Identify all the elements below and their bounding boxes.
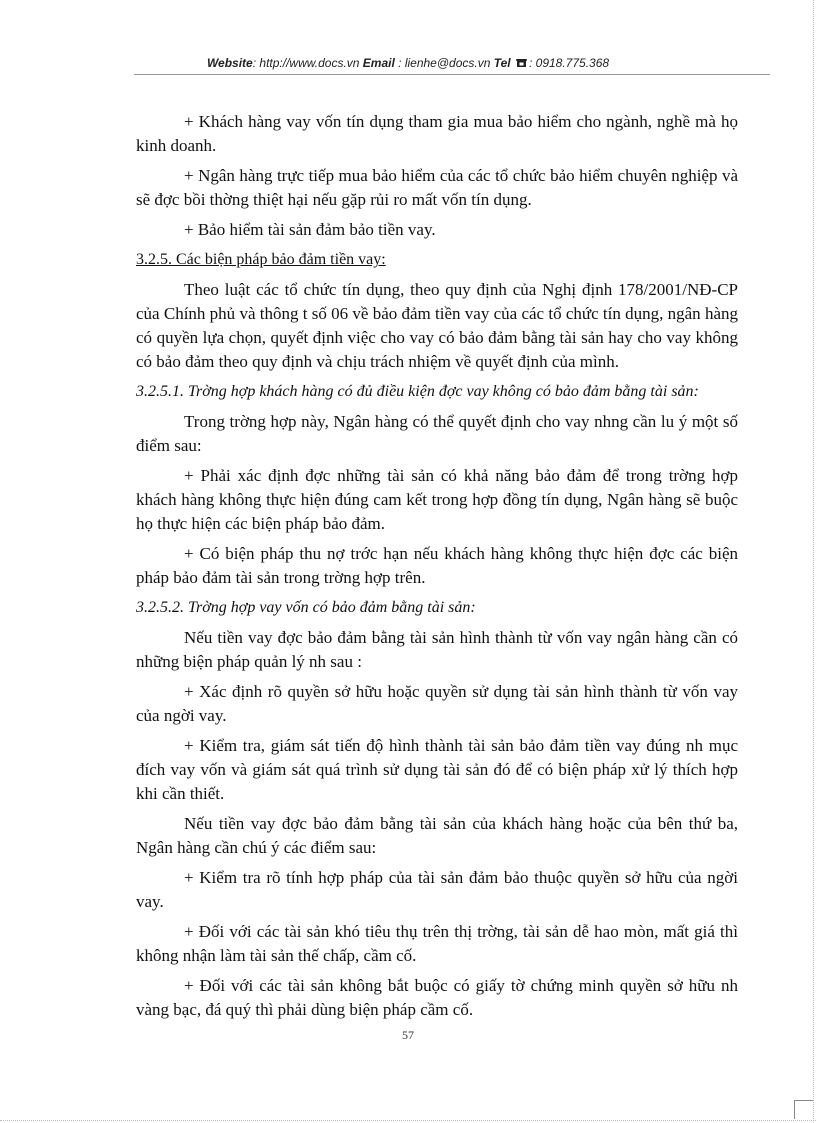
- subsection-heading: 3.2.5.1. Trờng hợp khách hàng có đủ điều kiện đợc vay không có bảo đảm bằng tài sản:: [136, 383, 699, 400]
- paragraph: + Kiểm tra rõ tính hợp pháp của tài sản đảm bảo thuộc quyền sở hữu của ngời vay.: [136, 868, 738, 911]
- email-value: : lienhe@docs.vn: [394, 56, 491, 70]
- page-header: [0, 56, 816, 70]
- email-label: Email: [362, 56, 395, 70]
- tel-label: Tel: [493, 56, 511, 70]
- paragraph: + Xác định rõ quyền sở hữu hoặc quyền sử dụng tài sản hình thành từ vốn vay của ngời vay.: [136, 682, 738, 725]
- paragraph: Trong trờng hợp này, Ngân hàng có thể quyết định cho vay nhng cần lu ý một số điểm sau:: [136, 412, 738, 455]
- paragraph: + Kiểm tra, giám sát tiến độ hình thành tài sản bảo đảm tiền vay đúng nh mục đích vay vốn và giám sát quá trình sử dụng tài sản đó để có biện pháp xử lý thích hợp khi cần thiết.: [136, 736, 738, 803]
- document-body: [136, 110, 738, 1028]
- page-corner-mark: [794, 1100, 813, 1119]
- header-divider: [134, 74, 770, 75]
- website-value: : http://www.docs.vn: [252, 56, 360, 70]
- paragraph: Theo luật các tổ chức tín dụng, theo quy định của Nghị định 178/2001/NĐ-CP của Chính phủ và thông t số 06 về bảo đảm tiền vay của các tổ chức tín dụng, ngân hàng có quyền lựa chọn, quyết định việc cho vay có bảo đảm bằng tài sản hay cho vay không có bảo đảm theo quy định và chịu trách nhiệm về quyết định của mình.: [136, 280, 738, 371]
- paragraph: Nếu tiền vay đợc bảo đảm bằng tài sản của khách hàng hoặc của bên thứ ba, Ngân hàng cần chú ý các điểm sau:: [136, 814, 738, 857]
- subsection-heading: 3.2.5.2. Trờng hợp vay vốn có bảo đảm bằng tài sản:: [136, 599, 476, 616]
- paragraph: + Bảo hiểm tài sản đảm bảo tiền vay.: [184, 220, 436, 239]
- paragraph: + Khách hàng vay vốn tín dụng tham gia mua bảo hiểm cho ngành, nghề mà họ kinh doanh.: [136, 112, 738, 155]
- paragraph: + Có biện pháp thu nợ trớc hạn nếu khách hàng không thực hiện đợc các biện pháp bảo đảm tài sản trong trờng hợp trên.: [136, 544, 738, 587]
- paragraph: + Ngân hàng trực tiếp mua bảo hiểm của các tổ chức bảo hiểm chuyên nghiệp và sẽ đợc bồi thờng thiệt hại nếu gặp rủi ro mất vốn tín dụng.: [136, 166, 738, 209]
- page-number: 57: [402, 1028, 414, 1042]
- page-right-edge: [813, 0, 814, 1123]
- section-heading-text: 3.2.5. Các biện pháp bảo đảm tiền vay:: [136, 251, 386, 268]
- website-label: Website: [206, 56, 253, 70]
- page-bottom-edge: [0, 1120, 816, 1121]
- paragraph: Nếu tiền vay đợc bảo đảm bằng tài sản hình thành từ vốn vay ngân hàng cần có những biện pháp quản lý nh sau :: [136, 628, 738, 671]
- paragraph: + Đối với các tài sản khó tiêu thụ trên thị trờng, tài sản dễ hao mòn, mất giá thì không nhận làm tài sản thế chấp, cầm cố.: [136, 922, 738, 965]
- paragraph: + Đối với các tài sản không bắt buộc có giấy tờ chứng minh quyền sở hữu nh vàng bạc, đá quý thì phải dùng biện pháp cầm cố.: [136, 976, 738, 1019]
- section-heading: [136, 248, 738, 272]
- paragraph: + Phải xác định đợc những tài sản có khả năng bảo đảm để trong trờng hợp khách hàng không thực hiện đúng cam kết trong hợp đồng tín dụng, Ngân hàng sẽ buộc họ thực hiện các biện pháp bảo đảm.: [136, 466, 738, 533]
- tel-value: : 0918.775.368: [528, 56, 610, 70]
- telephone-icon: [516, 58, 527, 68]
